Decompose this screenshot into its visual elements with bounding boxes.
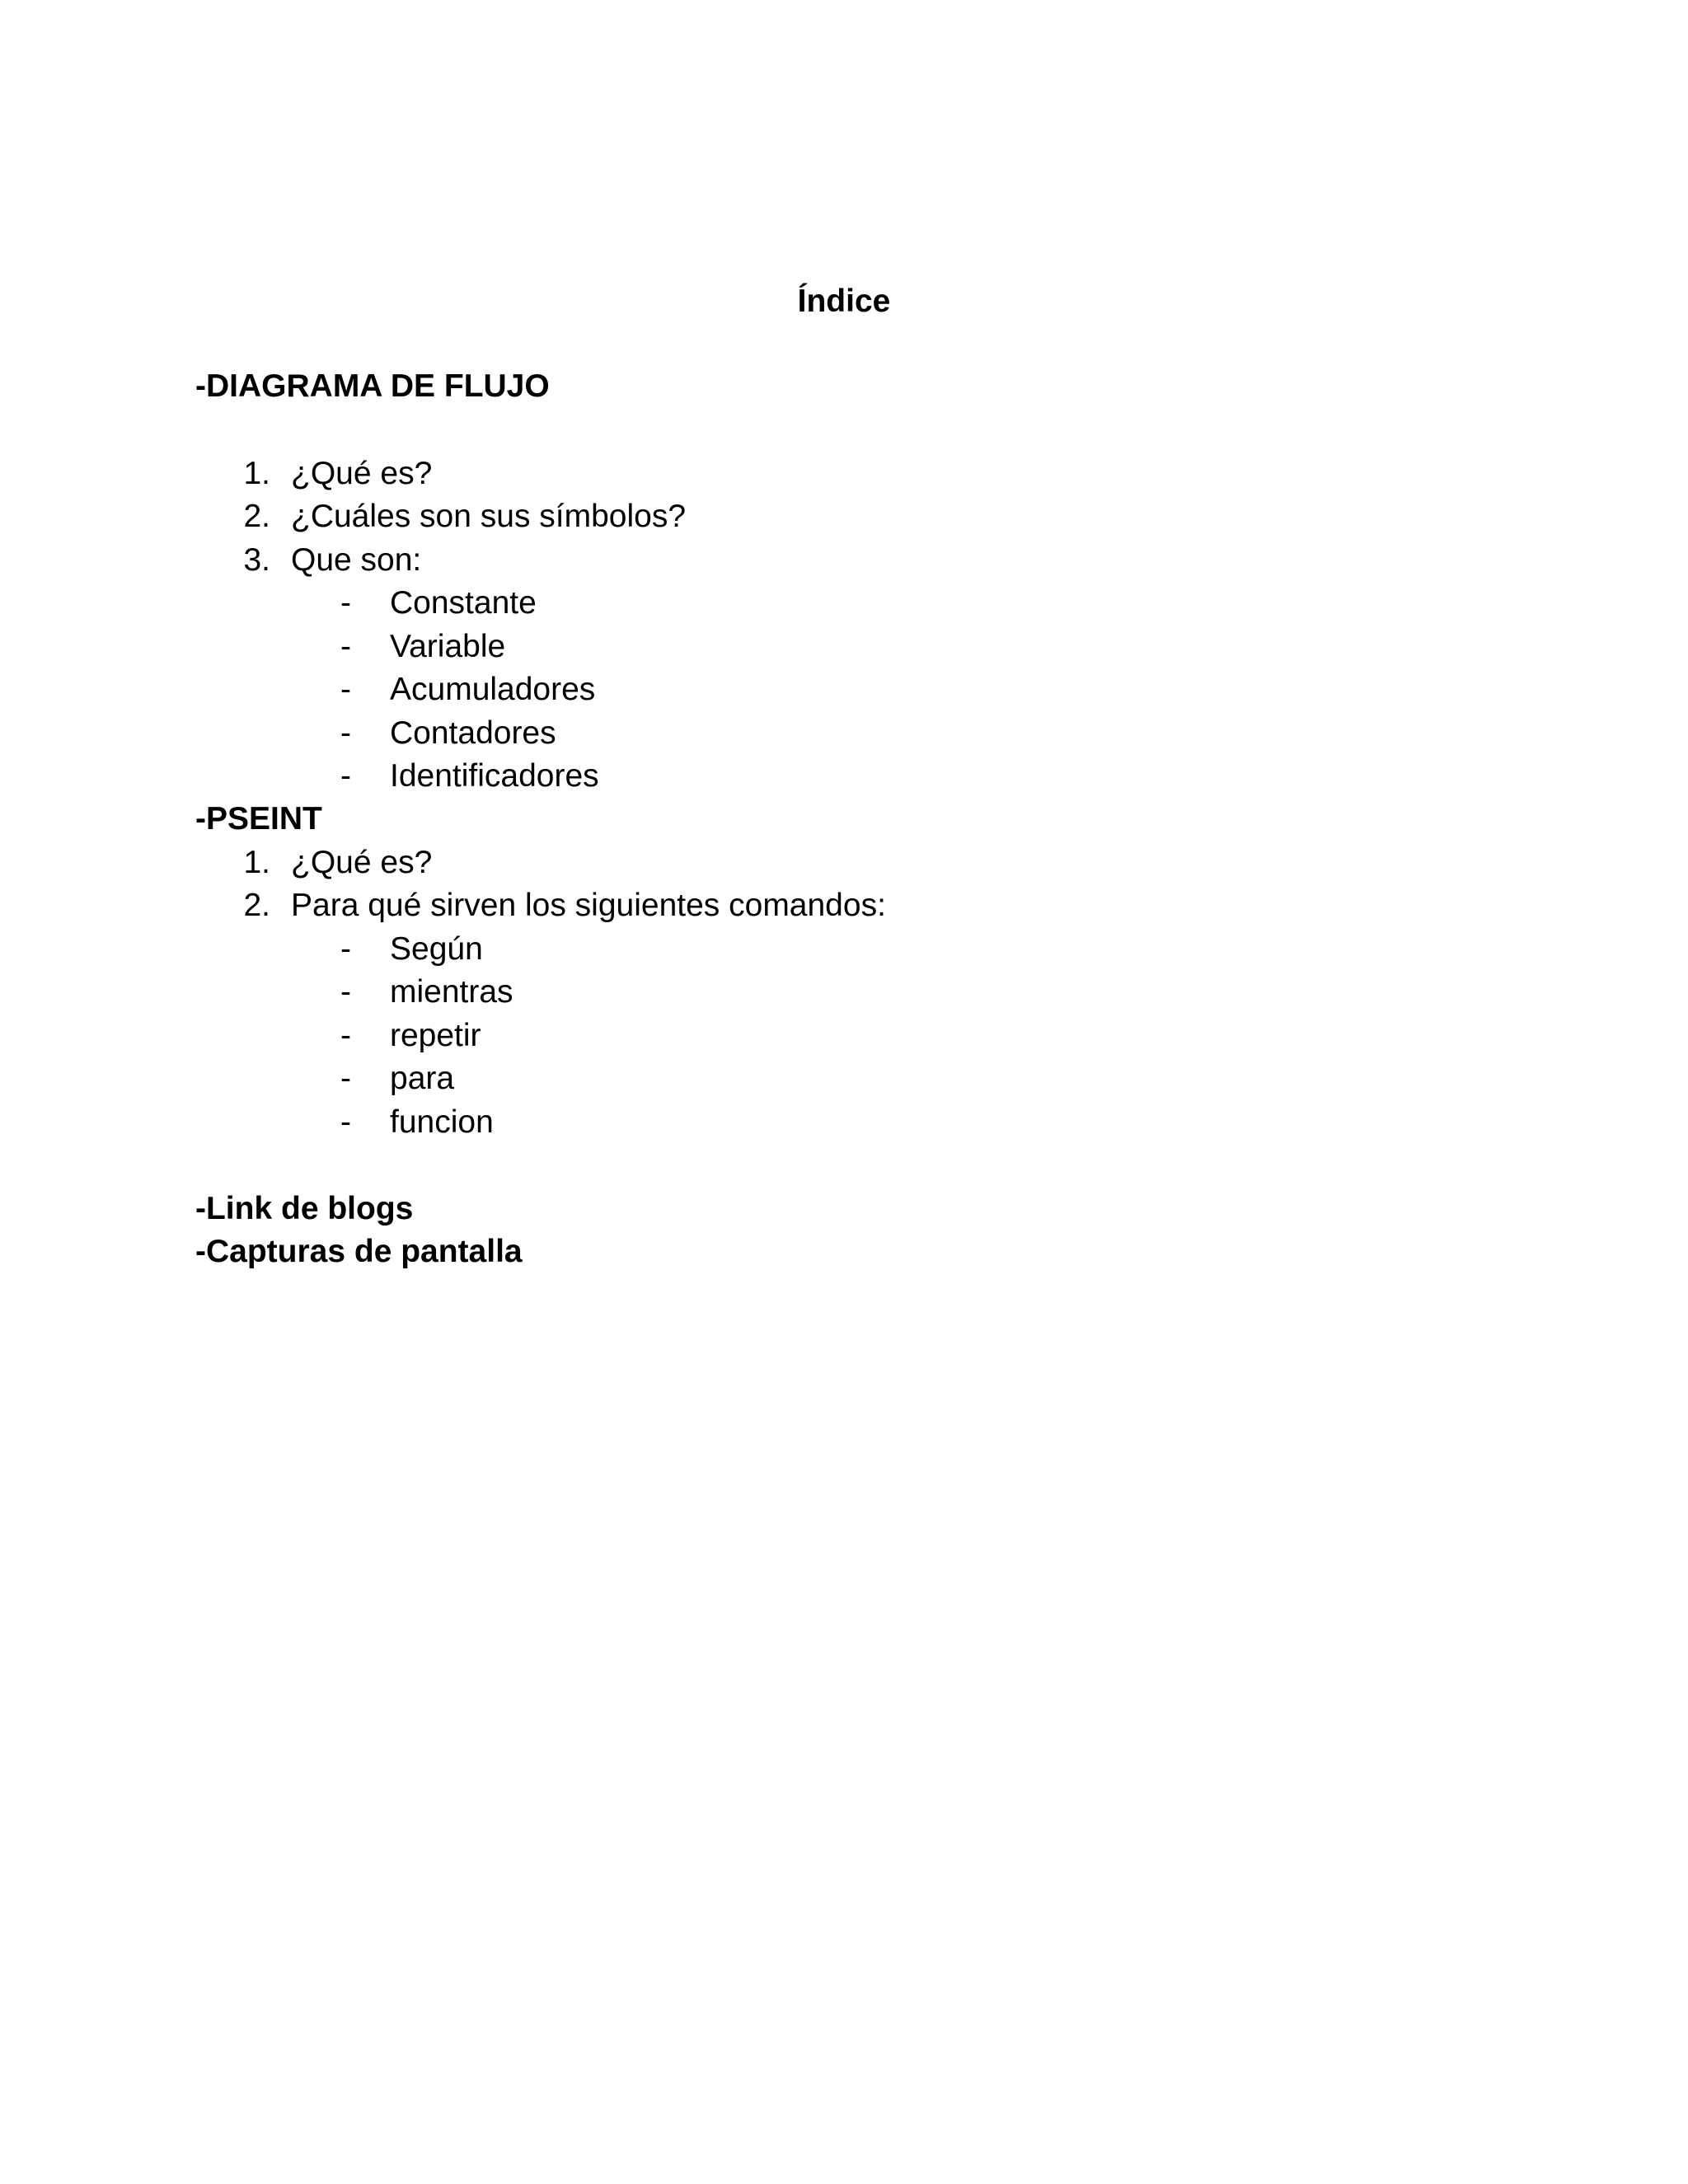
sub-list-bullet: - (340, 931, 351, 967)
sub-list-text: Acumuladores (390, 672, 596, 707)
page-title: Índice (797, 284, 891, 319)
sub-list-bullet: - (340, 1104, 351, 1140)
sub-list-bullet: - (340, 974, 351, 1010)
section-heading-link-blogs: -Link de blogs (195, 1191, 414, 1226)
list-item-number: 1. (243, 456, 270, 491)
list-item-text: Para qué sirven los siguientes comandos: (291, 888, 886, 923)
section-heading-diagrama: -DIAGRAMA DE FLUJO (195, 368, 550, 404)
sub-list-bullet: - (340, 715, 351, 751)
list-item-number: 2. (243, 499, 270, 534)
list-item-number: 2. (243, 888, 270, 923)
sub-list-text: repetir (390, 1018, 481, 1053)
sub-list-bullet: - (340, 585, 351, 621)
list-item-number: 1. (243, 845, 270, 880)
sub-list-text: para (390, 1061, 455, 1096)
sub-list-bullet: - (340, 1061, 351, 1096)
sub-list-text: Identificadores (390, 758, 599, 794)
sub-list-text: Según (390, 931, 483, 967)
sub-list-bullet: - (340, 1018, 351, 1053)
sub-list-text: funcion (390, 1104, 494, 1140)
sub-list-bullet: - (340, 758, 351, 794)
sub-list-bullet: - (340, 672, 351, 707)
sub-list-text: mientras (390, 974, 513, 1010)
section-heading-capturas: -Capturas de pantalla (195, 1234, 523, 1269)
section-heading-pseint: -PSEINT (195, 801, 322, 837)
sub-list-bullet: - (340, 629, 351, 664)
list-item-text: ¿Qué es? (291, 456, 433, 491)
list-item-text: ¿Qué es? (291, 845, 433, 880)
sub-list-text: Constante (390, 585, 537, 621)
list-item-text: Que son: (291, 542, 422, 578)
list-item-text: ¿Cuáles son sus símbolos? (291, 499, 687, 534)
list-item-number: 3. (243, 542, 270, 578)
sub-list-text: Contadores (390, 715, 556, 751)
sub-list-text: Variable (390, 629, 506, 664)
